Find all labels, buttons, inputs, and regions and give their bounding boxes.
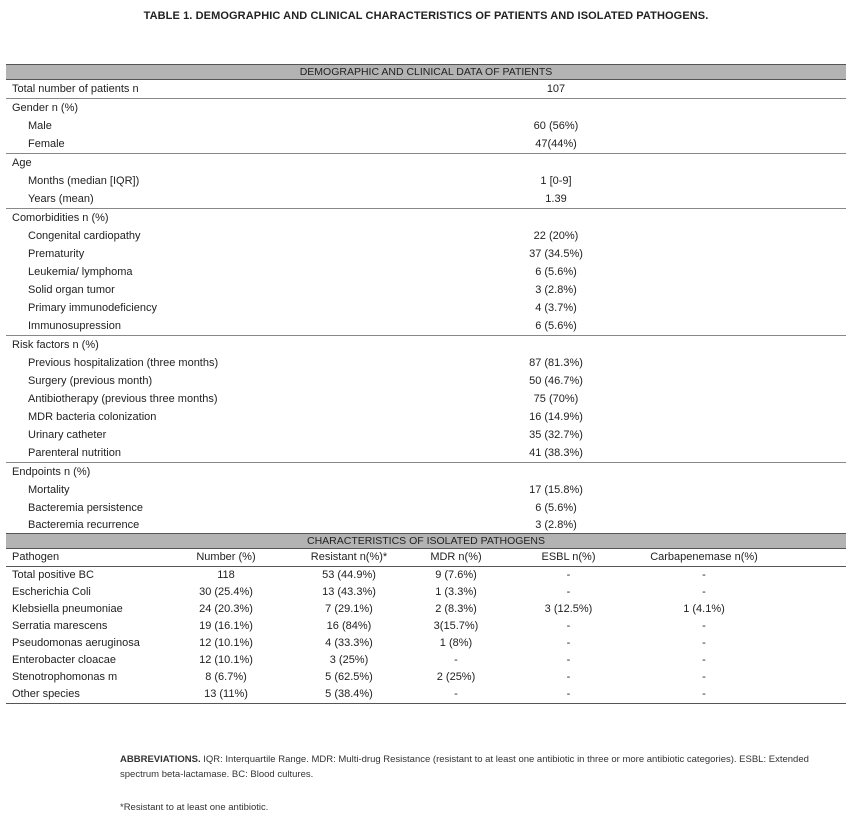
group-risk-factors [6,335,846,462]
cell: 3(15.7%) [433,620,479,632]
table-row [6,618,846,635]
row-value: 47(44%) [535,138,577,150]
table-row [6,635,846,652]
cell: - [566,620,571,632]
row-label: Parenteral nutrition [28,447,121,459]
row-label: Years (mean) [28,193,94,205]
row-label: Bacteremia recurrence [28,519,140,531]
cell: - [702,586,706,598]
row-label: Prematurity [28,248,85,260]
table-row [6,584,846,601]
row-label: Urinary catheter [28,429,107,441]
group-age [6,153,846,208]
column-header: Number (%) [196,551,256,563]
cell: - [454,654,458,666]
cell: Total positive BC [12,569,94,581]
cell: - [566,586,571,598]
section-header-demographic: DEMOGRAPHIC AND CLINICAL DATA OF PATIENTS [6,64,846,80]
row-label: Congenital cardiopathy [28,230,141,242]
row-value: 4 (3.7%) [535,302,577,314]
cell: 16 (84%) [326,620,372,632]
cell: 5 (62.5%) [325,671,373,683]
table-title: TABLE 1. DEMOGRAPHIC AND CLINICAL CHARACTERISTICS OF PATIENTS AND ISOLATED PATHOGENS. [143,10,709,22]
column-header: ESBL n(%) [541,551,596,563]
cell: Klebsiella pneumoniae [12,603,123,615]
row-label: Female [28,138,65,150]
group-gender [6,98,846,153]
row-value: 3 (2.8%) [535,284,577,296]
row-value: 6 (5.6%) [535,266,577,278]
column-header: Carbapenemase n(%) [650,551,758,563]
cell: 9 (7.6%) [435,569,477,581]
cell: Stenotrophomonas m [12,671,118,683]
row-value: 35 (32.7%) [529,429,583,441]
column-header: Resistant n(%)* [310,551,388,563]
row-label: Antibiotherapy (previous three months) [28,393,218,405]
row-label: Months (median [IQR]) [28,175,140,187]
row-value: 75 (70%) [533,393,579,405]
cell: 12 (10.1%) [199,637,253,649]
cell: Other species [12,688,80,700]
row-label: Surgery (previous month) [28,375,153,387]
section-header-pathogens: CHARACTERISTICS OF ISOLATED PATHOGENS [6,533,846,549]
row-value: 6 (5.6%) [535,320,577,332]
group-label: Age [12,157,32,169]
row-label: Total number of patients n [12,83,139,95]
cell: - [454,688,458,700]
cell: 118 [217,569,235,581]
row-label: Previous hospitalization (three months) [28,357,219,369]
cell: 3 (12.5%) [544,603,593,615]
table-row [6,686,846,704]
row-value: 41 (38.3%) [529,447,583,459]
cell: 7 (29.1%) [325,603,373,615]
footnote-abbreviations [120,752,810,782]
row-value: 107 [546,83,566,95]
characteristics-table [6,64,846,704]
cell: 3 (25%) [329,654,369,666]
row-value: 87 (81.3%) [529,357,583,369]
group-label: Gender n (%) [12,102,79,114]
cell: 2 (8.3%) [435,603,477,615]
row-value: 17 (15.8%) [529,484,583,496]
cell: 19 (16.1%) [199,620,253,632]
row-label: Immunosupression [28,320,121,332]
column-header: Pathogen [12,551,60,563]
footnote-abbreviations-label: ABBREVIATIONS. [120,754,201,765]
cell: - [566,569,571,581]
cell: 4 (33.3%) [325,637,373,649]
cell: Enterobacter cloacae [12,654,116,666]
cell: - [702,671,706,683]
cell: - [566,637,571,649]
cell: 1 (8%) [439,637,473,649]
cell: 13 (11%) [204,688,248,700]
group-label: Risk factors n (%) [12,339,99,351]
cell: 12 (10.1%) [199,654,253,666]
cell: 1 (4.1%) [683,603,725,615]
row-label: Primary immunodeficiency [28,302,157,314]
footnote-resistant: *Resistant to at least one antibiotic. [120,802,269,813]
cell: - [702,688,706,700]
row-value: 1 [0-9] [540,175,572,187]
pathogen-header-row [6,549,846,567]
cell: - [566,654,571,666]
cell: - [702,637,706,649]
row-label: Mortality [28,484,70,496]
group-endpoints [6,462,846,533]
table-row [6,80,846,98]
row-value: 6 (5.6%) [535,502,577,514]
table-row [6,652,846,669]
row-value: 22 (20%) [533,230,579,242]
group-comorbidities [6,208,846,335]
row-value: 16 (14.9%) [529,411,583,423]
row-value: 1.39 [545,193,567,205]
table-row [6,669,846,686]
footnote-abbreviations-text: IQR: Interquartile Range. MDR: Multi-drug Resistance (resistant to at least one antibiotic in three or more antibiotic categories). ESBL: Extended spectrum beta-lactamase. BC: Blood cultures. [120,754,809,780]
cell: 30 (25.4%) [199,586,253,598]
row-label: Leukemia/ lymphoma [28,266,133,278]
group-label: Comorbidities n (%) [12,212,109,224]
cell: - [566,688,571,700]
table-row [6,567,846,584]
cell: 2 (25%) [436,671,476,683]
cell: Escherichia Coli [12,586,91,598]
cell: - [566,671,571,683]
cell: 24 (20.3%) [199,603,253,615]
cell: 53 (44.9%) [322,569,376,581]
group-label: Endpoints n (%) [12,466,91,478]
row-value: 60 (56%) [533,120,579,132]
cell: - [702,620,706,632]
row-label: Solid organ tumor [28,284,115,296]
row-label: MDR bacteria colonization [28,411,157,423]
table-row [6,601,846,618]
cell: 8 (6.7%) [205,671,247,683]
cell: - [702,654,706,666]
cell: 13 (43.3%) [322,586,376,598]
cell: 1 (3.3%) [435,586,477,598]
column-header: MDR n(%) [430,551,482,563]
row-value: 50 (46.7%) [529,375,583,387]
row-label: Bacteremia persistence [28,502,143,514]
cell: 5 (38.4%) [325,688,373,700]
row-value: 3 (2.8%) [535,519,577,531]
cell: Pseudomonas aeruginosa [12,637,140,649]
cell: - [702,569,706,581]
cell: Serratia marescens [12,620,108,632]
row-label: Male [28,120,52,132]
row-value: 37 (34.5%) [529,248,583,260]
